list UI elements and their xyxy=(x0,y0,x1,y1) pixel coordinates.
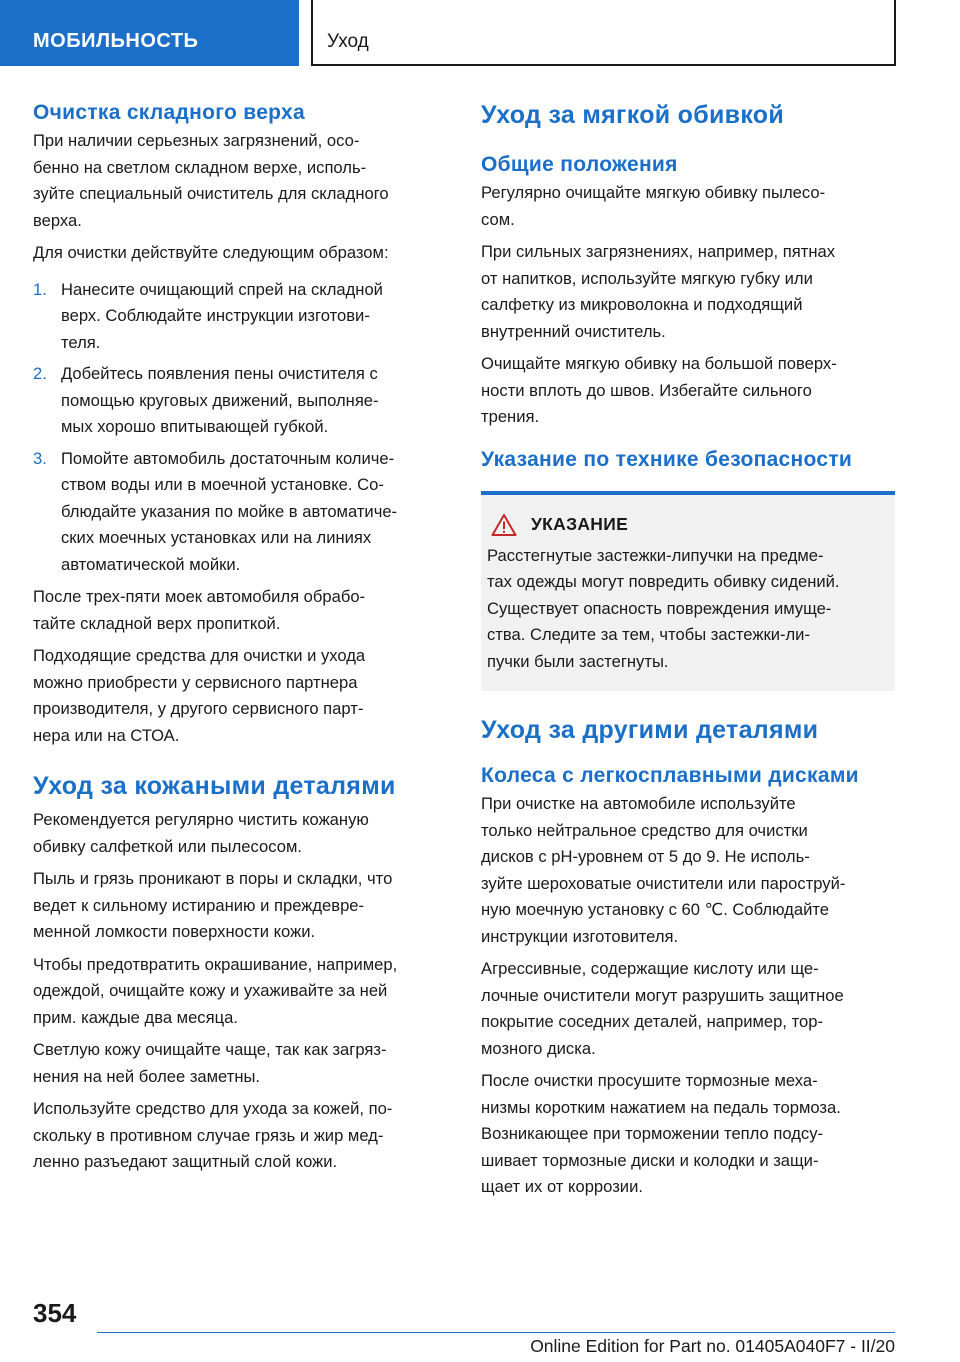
leather-heading: Уход за кожаными деталями xyxy=(33,772,396,800)
right-column xyxy=(481,98,895,1207)
step-number: 2. xyxy=(33,364,47,383)
leather-p5: Используйте средство для ухода за кожей, по- скольку в противном случае грязь и жир мед- ленно разъедают защитный слой кожи. xyxy=(33,1099,393,1171)
folding-top-after: После трех-пяти моек автомобиля обрабо- тайте складной верх пропиткой. xyxy=(33,587,366,633)
step-text: Нанесите очищающий спрей на складной верх. Соблюдайте инструкции изготови- теля. xyxy=(61,279,383,352)
wheels-heading: Колеса с легкосплавными дисками xyxy=(481,764,859,787)
safety-heading: Указание по технике безопасности xyxy=(481,447,853,471)
notice-header xyxy=(487,513,889,537)
folding-top-heading: Очистка складного верха xyxy=(33,101,305,124)
leather-p1: Рекомендуется регулярно чистить кожаную обивку салфеткой или пылесосом. xyxy=(33,810,369,856)
upholstery-p1: Регулярно очищайте мягкую обивку пылесо- сом. xyxy=(481,183,826,229)
folding-top-steps-intro: Для очистки действуйте следующим образом: xyxy=(33,243,389,262)
folding-top-intro: При наличии серьезных загрязнений, осо- бенно на светлом складном верхе, исполь- зуйте специальный очиститель для складного верха. xyxy=(33,131,389,230)
page-number: 354 xyxy=(33,1298,77,1328)
general-heading: Общие положения xyxy=(481,153,678,176)
folding-top-steps xyxy=(33,277,447,579)
section-label: МОБИЛЬНОСТЬ xyxy=(33,30,199,52)
notice-box xyxy=(481,491,895,692)
upholstery-heading: Уход за мягкой обивкой xyxy=(481,101,785,129)
warning-triangle-icon xyxy=(491,513,517,537)
wheels-p3: После очистки просушите тормозные меха- низмы коротким нажатием на педаль тормоза. Возникающее при торможении тепло подсу- шивает тормозные диски и колодки и защи- щает их от коррозии. xyxy=(481,1071,841,1196)
step-text: Помойте автомобиль достаточным количе- ством воды или в моечной установке. Со- блюдайте указания по мойке в автоматиче- ских моечных установках или на линиях автоматической мойки. xyxy=(61,448,398,574)
section-tab xyxy=(0,0,299,66)
upholstery-p3: Очищайте мягкую обивку на большой поверх- ности вплоть до швов. Избегайте сильного трения. xyxy=(481,354,837,426)
folding-top-products: Подходящие средства для очистки и ухода можно приобрести у сервисного партнера производителя, у другого сервисного парт- нера или на СТОА. xyxy=(33,646,366,745)
step-number: 3. xyxy=(33,448,47,468)
chapter-header xyxy=(311,0,896,66)
step-number: 1. xyxy=(33,279,47,299)
leather-p3: Чтобы предотвратить окрашивание, например, одеждой, очищайте кожу и ухаживайте за ней прим. каждые два месяца. xyxy=(33,954,398,1027)
step-text: Добейтесь появления пены очистителя с помощью круговых движений, выполняе- мых хорошо впитывающей губкой. xyxy=(61,364,379,436)
footer-divider xyxy=(97,1332,895,1333)
leather-p2: Пыль и грязь проникают в поры и складки, что ведет к сильному истиранию и преждевре- менной ломкости поверхности кожи. xyxy=(33,869,393,941)
footer-edition: Online Edition for Part no. 01405A040F7 - II/20 xyxy=(530,1336,895,1356)
step-item xyxy=(33,277,447,357)
step-item xyxy=(33,446,447,579)
notice-title: УКАЗАНИЕ xyxy=(531,514,629,534)
other-parts-heading: Уход за другими деталями xyxy=(481,716,819,744)
upholstery-p2: При сильных загрязнениях, например, пятнах от напитков, используйте мягкую губку или салфетку из микроволокна и подходящий внутренний очиститель. xyxy=(481,242,836,341)
wheels-p1: При очистке на автомобиле используйте только нейтральное средство для очистки дисков с pH-уровнем от 5 до 9. Не исполь- зуйте шероховатые очистители или пароструй- ную моечную установку с 60 ℃. Соблюдайте инструкции изготовителя. xyxy=(481,794,846,946)
chapter-label: Уход xyxy=(327,31,369,52)
leather-p4: Светлую кожу очищайте чаще, так как загряз- нения на ней более заметны. xyxy=(33,1040,387,1086)
wheels-p2: Агрессивные, содержащие кислоту или ще- лочные очистители могут разрушить защитное покрытие соседних деталей, например, тор- мозного диска. xyxy=(481,959,844,1058)
notice-text: Расстегнутые застежки-липучки на предме- тах одежды могут повредить обивку сидений. Существует опасность повреждения имуще- ства. Следите за тем, чтобы застежки-ли- пучки были застегнуты. xyxy=(487,545,840,671)
step-item xyxy=(33,361,447,441)
left-column xyxy=(33,98,447,1182)
